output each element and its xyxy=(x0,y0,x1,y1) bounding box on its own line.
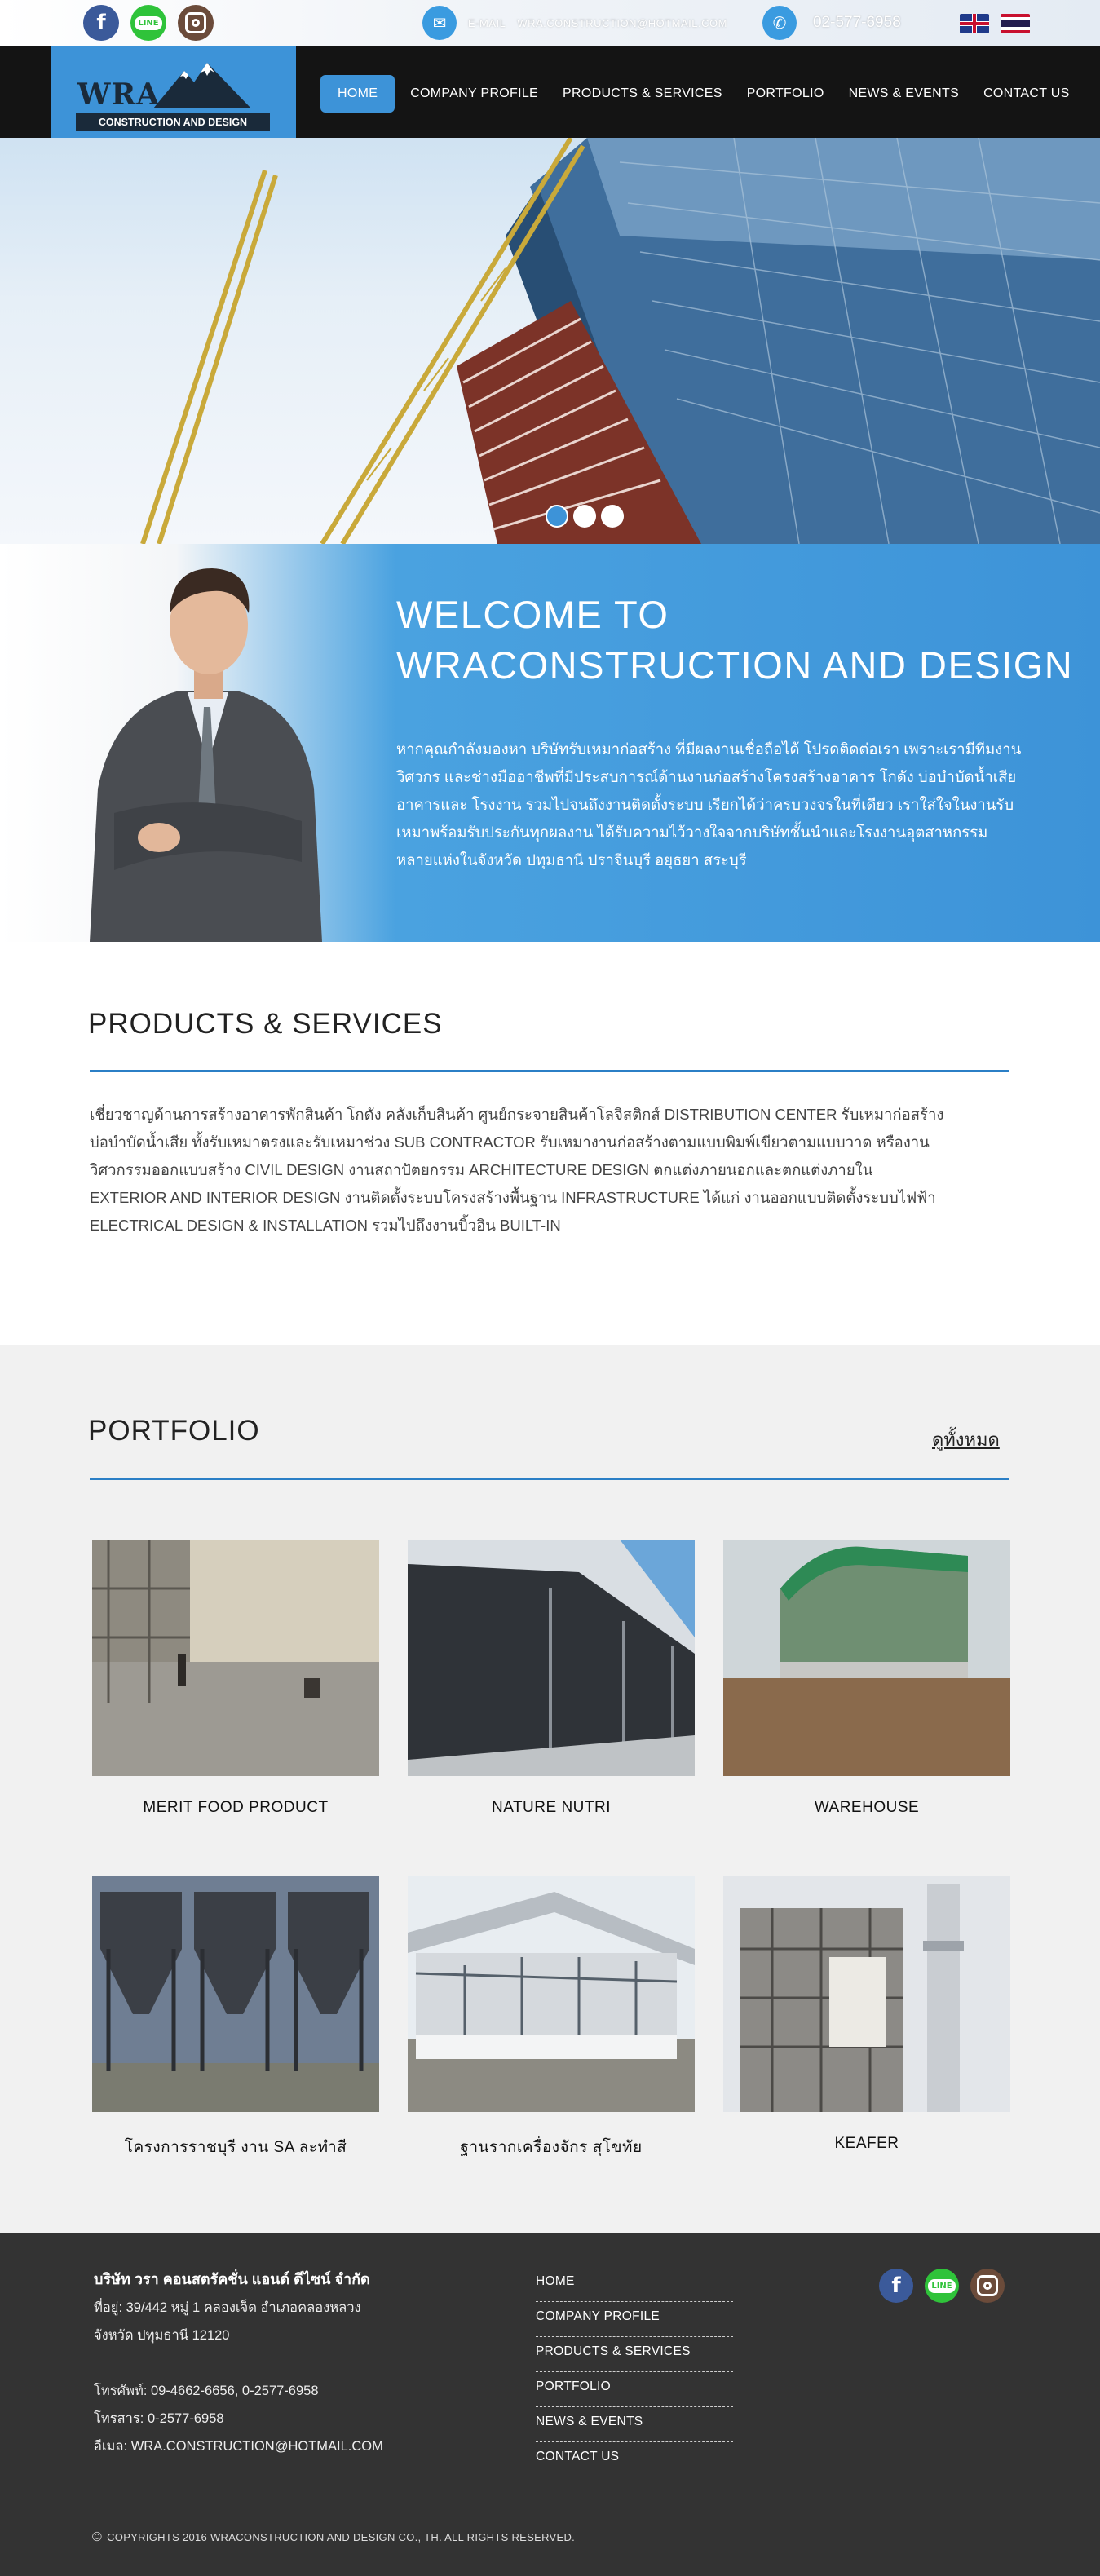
welcome-text: หากคุณกำลังมองหา บริษัทรับเหมาก่อสร้าง ที่มีผลงานเชื่อถือได้ โปรดติดต่อเรา เพราะเรามีทีมงานวิศวกร และช่างมืออาชีพที่มีประสบการณ์ด้านงานก่อสร้างโครงสร้างอาคาร โกดัง บ่อบำบัดน้ำเสีย อาคารและ โรงงาน รวมไปจนถึงงานติดตั้งระบบ เรียกได้ว่าครบวงจรในที่เดียว เราใส่ใจในงานรับเหมาพร้อมรับประกันทุกผลงาน ได้รับความไว้วางใจจากบริษัทชั้นนำและโรงงานอุตสาหกรรมหลายแห่งในจังหวัด ปทุมธานี ปราจีนบุรี อยุธยา สระบุรี xyxy=(396,740,1022,868)
slider-dot-2[interactable] xyxy=(573,505,596,528)
copyright-icon: © xyxy=(92,2530,103,2544)
line-icon[interactable]: LINE xyxy=(925,2269,959,2303)
welcome-title-line-2: WRACONSTRUCTION AND DESIGN xyxy=(396,643,1074,687)
site-footer xyxy=(0,2233,1100,2576)
top-phone[interactable] xyxy=(762,6,901,40)
nav-portfolio[interactable]: PORTFOLIO xyxy=(746,86,824,100)
language-switcher xyxy=(960,14,1030,33)
top-social-links xyxy=(83,5,214,41)
logo-name: WRA xyxy=(77,77,161,112)
portfolio-caption: WAREHOUSE xyxy=(814,1799,920,1816)
products-section xyxy=(0,942,1100,1345)
see-all-link[interactable]: ดูทั้งหมด xyxy=(932,1429,1000,1450)
copyright xyxy=(92,2530,575,2545)
footer-link-products-services[interactable]: PRODUCTS & SERVICES xyxy=(536,2337,733,2372)
facebook-icon[interactable]: f xyxy=(879,2269,913,2303)
hero-image xyxy=(0,138,1100,544)
portfolio-caption: NATURE NUTRI xyxy=(491,1799,612,1816)
main-navigation xyxy=(0,46,1100,138)
phone-icon: ✆ xyxy=(762,6,797,40)
logo-subtitle: CONSTRUCTION AND DESIGN xyxy=(76,113,270,131)
portfolio-image xyxy=(408,1540,695,1776)
portfolio-section xyxy=(0,1345,1100,2233)
products-title: PRODUCTS & SERVICES xyxy=(88,1008,443,1040)
portfolio-image xyxy=(92,1540,379,1776)
mail-icon: ✉ xyxy=(422,6,457,40)
copyright-text: COPYRIGHTS 2016 WRACONSTRUCTION AND DESIGN CO., TH. ALL RIGHTS RESERVED. xyxy=(107,2531,576,2543)
portfolio-caption: KEAFER xyxy=(834,2135,899,2152)
welcome-title-line-1: WELCOME TO xyxy=(396,593,669,636)
portfolio-card[interactable] xyxy=(723,1876,1010,2153)
portfolio-card[interactable] xyxy=(92,1876,379,2159)
portfolio-title: PORTFOLIO xyxy=(88,1415,260,1447)
email-address[interactable]: WRA.CONSTRUCTION@HOTMAIL.COM xyxy=(517,16,727,29)
portfolio-card[interactable] xyxy=(92,1540,379,1817)
facebook-icon[interactable]: f xyxy=(83,5,119,41)
footer-address-1: ที่อยู่: 39/442 หมู่ 1 คลองเจ็ด อำเภอคลองหลวง xyxy=(94,2300,361,2315)
footer-link-news-events[interactable]: NEWS & EVENTS xyxy=(536,2407,733,2442)
portfolio-caption: MERIT FOOD PRODUCT xyxy=(143,1799,329,1816)
hero-slider[interactable] xyxy=(0,138,1100,544)
nav-products-services[interactable]: PRODUCTS & SERVICES xyxy=(563,86,722,100)
portfolio-image xyxy=(408,1876,695,2112)
footer-company-name: บริษัท วรา คอนสตรัคชั่น แอนด์ ดีไซน์ จำกัด xyxy=(94,2271,370,2287)
portfolio-caption: โครงการราชบุรี งาน SA ละทำสี xyxy=(124,2139,347,2156)
top-email[interactable] xyxy=(422,6,727,40)
slider-dot-3[interactable] xyxy=(601,505,624,528)
nav-home[interactable]: HOME xyxy=(320,75,395,113)
nav-news-events[interactable]: NEWS & EVENTS xyxy=(848,86,960,100)
email-label: E-MAIL xyxy=(468,16,506,29)
thai-flag-icon[interactable] xyxy=(1001,14,1030,33)
footer-link-company-profile[interactable]: COMPANY PROFILE xyxy=(536,2302,733,2337)
products-text: เชี่ยวชาญด้านการสร้างอาคารพักสินค้า โกดัง คลังเก็บสินค้า ศูนย์กระจายสินค้าโลจิสติกส์ DISTRIBUTION CENTER รับเหมาก่อสร้างบ่อบำบัดน้ำเสีย ทั้งรับเหมาตรงและรับเหมาช่วง SUB CONTRACTOR รับเหมางานก่อสร้างตามแบบพิมพ์เขียวตามแบบวาด หรืองานวิศวกรรมออกแบบสร้าง CIVIL DESIGN งานสถาปัตยกรรม ARCHITECTURE DESIGN ตกแต่งภายนอกและตกแต่งภายใน EXTERIOR AND INTERIOR DESIGN งานติดตั้งระบบโครงสร้างพื้นฐาน INFRASTRUCTURE ได้แก่ งานออกแบบติดตั้งระบบไฟฟ้า ELECTRICAL DESIGN & INSTALLATION รวมไปถึงงานบิ้วอิน BUILT-IN xyxy=(90,1106,944,1234)
products-divider xyxy=(90,1070,1009,1072)
mountain-icon xyxy=(153,60,251,108)
footer-fax: โทรสาร: 0-2577-6958 xyxy=(94,2411,224,2426)
phone-number: 02-577-6958 xyxy=(813,14,901,31)
portfolio-caption: ฐานรากเครื่องจักร สุโขทัย xyxy=(460,2139,643,2156)
footer-address-2: จังหวัด ปทุมธานี 12120 xyxy=(94,2328,230,2343)
nav-company-profile[interactable]: COMPANY PROFILE xyxy=(410,86,539,100)
portfolio-image xyxy=(92,1876,379,2112)
nav-menu xyxy=(320,75,1082,113)
footer-link-portfolio[interactable]: PORTFOLIO xyxy=(536,2372,733,2407)
footer-social-links xyxy=(879,2269,1005,2303)
instagram-icon[interactable] xyxy=(970,2269,1005,2303)
footer-phone: โทรศัพท์: 09-4662-6656, 0-2577-6958 xyxy=(94,2384,319,2398)
portfolio-card[interactable] xyxy=(408,1876,695,2159)
portfolio-card[interactable] xyxy=(408,1540,695,1817)
portfolio-image xyxy=(723,1876,1010,2112)
portfolio-card[interactable] xyxy=(723,1540,1010,1817)
portfolio-divider xyxy=(90,1478,1009,1480)
instagram-icon[interactable] xyxy=(178,5,214,41)
footer-menu xyxy=(536,2267,733,2477)
footer-link-home[interactable]: HOME xyxy=(536,2267,733,2302)
slider-dot-1[interactable] xyxy=(546,505,568,528)
welcome-title xyxy=(396,590,1073,691)
welcome-section xyxy=(0,544,1100,942)
businessman-image xyxy=(82,544,326,942)
site-logo[interactable] xyxy=(51,46,296,138)
english-flag-icon[interactable] xyxy=(960,14,989,33)
slider-dots xyxy=(546,505,624,528)
top-bar xyxy=(0,0,1100,46)
line-icon[interactable]: LINE xyxy=(130,5,166,41)
nav-contact-us[interactable]: CONTACT US xyxy=(983,86,1070,100)
footer-email[interactable]: อีเมล: WRA.CONSTRUCTION@HOTMAIL.COM xyxy=(94,2439,383,2454)
portfolio-image xyxy=(723,1540,1010,1776)
footer-link-contact-us[interactable]: CONTACT US xyxy=(536,2442,733,2477)
